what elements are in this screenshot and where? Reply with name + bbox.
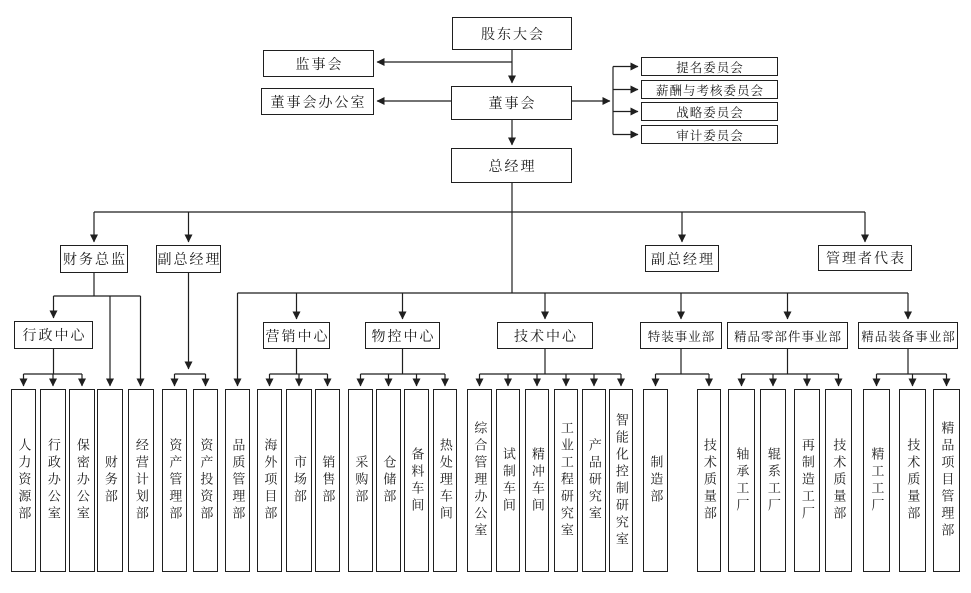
node-shareholders-meeting: 股东大会 <box>452 17 572 50</box>
node-dept-finance: 财务部 <box>97 389 123 572</box>
node-dept-tech-quality-2: 技术质量部 <box>825 389 852 572</box>
node-center-admin: 行政中心 <box>14 321 93 349</box>
node-dept-manufacturing: 制造部 <box>643 389 668 572</box>
node-dept-hr: 人力资源部 <box>11 389 36 572</box>
node-dept-asset-investment: 资产投资部 <box>193 389 218 572</box>
node-dept-asset-management: 资产管理部 <box>162 389 187 572</box>
node-dept-purchasing: 采购部 <box>348 389 373 572</box>
node-dept-market: 市场部 <box>286 389 312 572</box>
node-management-representative: 管理者代表 <box>818 245 912 271</box>
node-dept-bearing-factory: 轴承工厂 <box>728 389 755 572</box>
node-dept-sales: 销售部 <box>315 389 340 572</box>
node-dept-intelligent-control-lab: 智能化控制研究室 <box>609 389 633 572</box>
node-division-special-equipment: 特装事业部 <box>640 322 722 349</box>
node-board-office: 董事会办公室 <box>261 88 374 115</box>
node-general-manager: 总经理 <box>451 148 572 183</box>
node-dept-material-prep-workshop: 备料车间 <box>404 389 429 572</box>
node-dept-heat-treatment-workshop: 热处理车间 <box>433 389 457 572</box>
node-center-material-control: 物控中心 <box>365 322 440 349</box>
node-dept-trial-workshop: 试制车间 <box>496 389 520 572</box>
node-center-technology: 技术中心 <box>497 322 593 349</box>
node-dept-overseas-projects: 海外项目部 <box>257 389 282 572</box>
node-center-marketing: 营销中心 <box>263 322 330 349</box>
node-committee-audit: 审计委员会 <box>641 125 778 144</box>
node-committee-nomination: 提名委员会 <box>641 57 778 76</box>
node-deputy-gm-1: 副总经理 <box>156 245 221 273</box>
node-supervisory-board: 监事会 <box>263 50 374 77</box>
node-dept-quality-management: 品质管理部 <box>225 389 250 572</box>
node-cfo: 财务总监 <box>60 245 128 273</box>
node-dept-product-lab: 产品研究室 <box>582 389 606 572</box>
node-dept-business-planning: 经营计划部 <box>128 389 154 572</box>
node-dept-precision-factory: 精工工厂 <box>863 389 890 572</box>
node-committee-strategy: 战略委员会 <box>641 102 778 121</box>
node-committee-compensation: 薪酬与考核委员会 <box>641 80 778 99</box>
node-dept-warehouse: 仓储部 <box>376 389 401 572</box>
node-dept-industrial-engineering-lab: 工业工程研究室 <box>554 389 578 572</box>
node-deputy-gm-2: 副总经理 <box>645 245 719 272</box>
node-dept-tech-quality-3: 技术质量部 <box>899 389 926 572</box>
node-board-of-directors: 董事会 <box>451 86 572 120</box>
node-division-precision-equipment: 精品装备事业部 <box>858 322 958 349</box>
node-dept-tech-quality-1: 技术质量部 <box>697 389 721 572</box>
node-dept-fine-blanking-workshop: 精冲车间 <box>525 389 549 572</box>
node-dept-confidentiality-office: 保密办公室 <box>69 389 95 572</box>
node-dept-remanufacturing-factory: 再制造工厂 <box>794 389 820 572</box>
node-dept-roll-system-factory: 辊系工厂 <box>760 389 786 572</box>
node-dept-general-admin-office: 综合管理办公室 <box>467 389 492 572</box>
node-dept-precision-project-management: 精品项目管理部 <box>933 389 960 572</box>
node-division-precision-parts: 精品零部件事业部 <box>727 322 848 349</box>
node-dept-admin-office: 行政办公室 <box>40 389 66 572</box>
